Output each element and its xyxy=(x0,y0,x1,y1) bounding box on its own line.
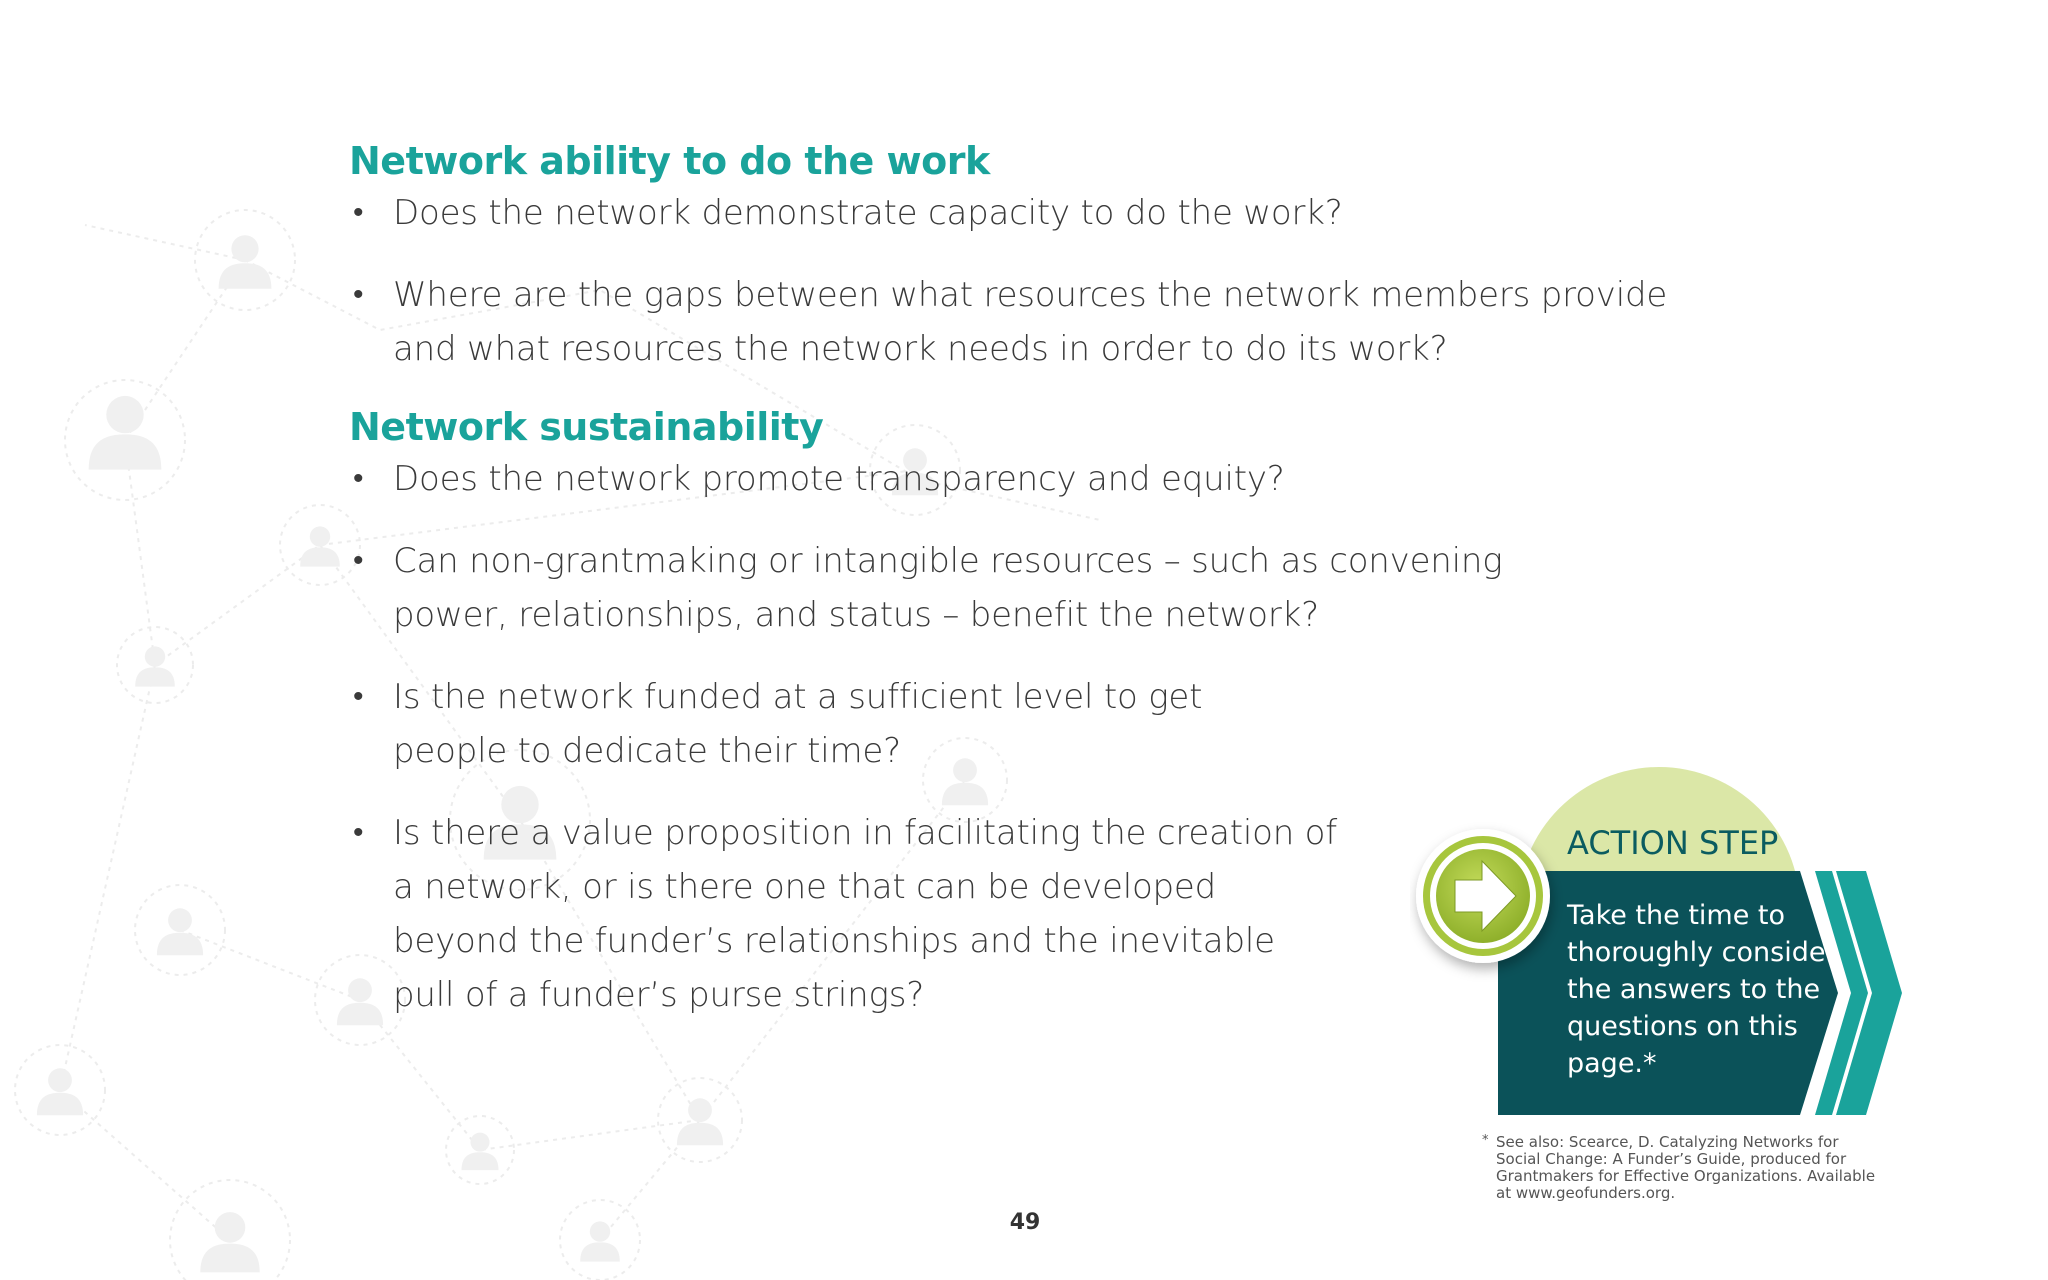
bullet-icon: • xyxy=(353,815,364,850)
page-number: 49 xyxy=(1009,1210,1041,1235)
section-heading-sustainability: Network sustainability xyxy=(349,405,824,449)
list-item: • Where are the gaps between what resources the network members provide and what resources the network needs in order to do its work? xyxy=(349,268,1723,376)
bullet-icon: • xyxy=(353,195,364,230)
footnote-marker: * xyxy=(1482,1133,1489,1148)
footnote xyxy=(1482,1133,1876,1202)
action-step-body: Take the time to thoroughly consider the answers to the questions on this page.* xyxy=(1567,900,1837,1079)
list-item: • Can non-grantmaking or intangible resources – such as convening power, relationships, and status – benefit the network? xyxy=(349,534,1623,642)
bullet-icon: • xyxy=(353,679,364,714)
list-item: • Does the network demonstrate capacity to do the work? xyxy=(349,186,1749,240)
list-item: • Is there a value proposition in facilitating the creation of a network, or is there one that can be developed beyond the funder’s relationships and the inevitable pull of a funder’s purse strings? xyxy=(349,806,1343,1022)
footnote-text: See also: Scearce, D. Catalyzing Networks for Social Change: A Funder’s Guide, produced for Grantmakers for Effective Organizations. Available at www.geofunders.org. xyxy=(1496,1133,1876,1202)
bullet-icon: • xyxy=(353,277,364,312)
section-heading-ability: Network ability to do the work xyxy=(349,139,990,183)
action-step-title: ACTION STEP xyxy=(1567,824,1779,862)
question-list-ability xyxy=(349,186,1749,376)
action-step-callout xyxy=(1410,745,1950,1115)
bullet-icon: • xyxy=(353,461,364,496)
list-item: • Does the network promote transparency and equity? xyxy=(349,452,1749,506)
bullet-icon: • xyxy=(353,543,364,578)
list-item: • Is the network funded at a sufficient level to get people to dedicate their time? xyxy=(349,670,1213,778)
